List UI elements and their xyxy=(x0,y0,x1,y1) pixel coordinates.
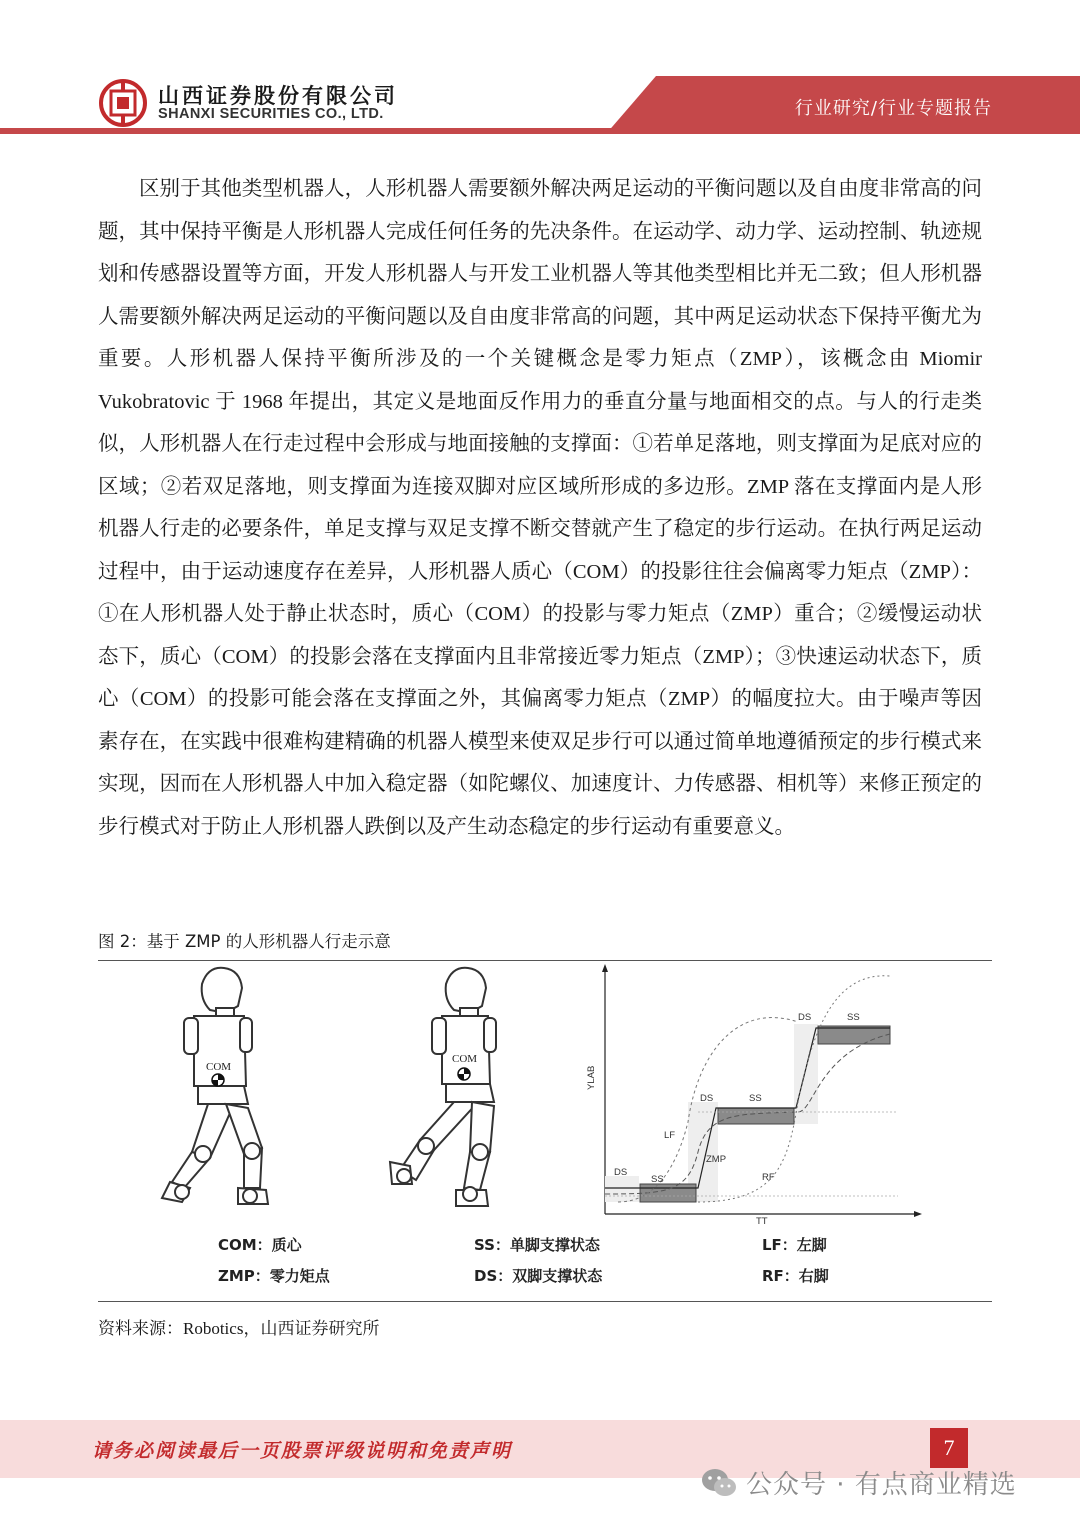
wechat-icon xyxy=(700,1467,738,1499)
page-number: 7 xyxy=(930,1428,968,1468)
ss-foot-2 xyxy=(718,1108,794,1124)
legend-lf: LF：左脚 xyxy=(762,1236,827,1254)
figure-bottom-rule xyxy=(98,1301,992,1302)
company-name-cn: 山西证券股份有限公司 xyxy=(158,84,398,108)
robot2-com-marker-icon xyxy=(458,1068,470,1080)
robot-figure-walking xyxy=(390,968,496,1206)
plot-x-axis-label: TT xyxy=(756,1216,768,1227)
figure-top-rule xyxy=(98,960,992,961)
ds-region-3 xyxy=(794,1024,818,1124)
legend-ss: SS：单脚支撑状态 xyxy=(474,1236,600,1254)
legend-zmp: ZMP：零力矩点 xyxy=(218,1267,330,1285)
legend-com: COM：质心 xyxy=(218,1236,302,1254)
figure-zmp-walking xyxy=(98,962,992,1300)
legend-ds: DS：双脚支撑状态 xyxy=(474,1267,603,1285)
ss-foot-3 xyxy=(818,1026,890,1044)
plot-y-axis-label: YLAB xyxy=(586,1065,597,1090)
company-logo-icon xyxy=(98,78,148,128)
header-red-band xyxy=(0,128,1080,134)
ds-region-1 xyxy=(605,1176,639,1202)
page-header xyxy=(0,0,1080,150)
curve-label-lf: LF xyxy=(664,1130,676,1141)
curve-label-zmp: ZMP xyxy=(706,1154,727,1165)
phase-label-ds-3: DS xyxy=(798,1012,812,1023)
phase-label-ds-2: DS xyxy=(700,1093,714,1104)
legend-rf: RF：右脚 xyxy=(762,1267,829,1285)
body-paragraph: 区别于其他类型机器人，人形机器人需要额外解决两足运动的平衡问题以及自由度非常高的问题，其中保持平衡是人形机器人完成任何任务的先决条件。在运动学、动力学、运动控制、轨迹规划和传感器设置等方面，开发人形机器人与开发工业机器人等其他类型相比并无二致；但人形机器人需要额外解决两足运动的平衡问题以及自由度非常高的问题，其中两足运动状态下保持平衡尤为重要。人形机器人保持平衡所涉及的一个关键概念是零力矩点（ZMP），该概念由 Miomir Vukobratovic 于 1968 年提出，其定义是地面反作用力的垂直分量与地面相交的点。与人的行走类似，人形机器人在行走过程中会形成与地面接触的支撑面：①若单足落地，则支撑面为足底对应的区域；②若双足落地，则支撑面为连接双脚对应区域所形成的多边形。ZMP 落在支撑面内是人形机器人行走的必要条件，单足支撑与双足支撑不断交替就产生了稳定的步行运动。在执行两足运动过程中，由于运动速度存在差异，人形机器人质心（COM）的投影往往会偏离零力矩点（ZMP）：①在人形机器人处于静止状态时，质心（COM）的投影与零力矩点（ZMP）重合；②缓慢运动状态下，质心（COM）的投影会落在支撑面内且非常接近零力矩点（ZMP）；③快速运动状态下，质心（COM）的投影可能会落在支撑面之外，其偏离零力矩点（ZMP）的幅度拉大。由于噪声等因素存在，在实践中很难构建精确的机器人模型来使双足步行可以通过简单地遵循预定的步行模式来实现，因而在人形机器人中加入稳定器（如陀螺仪、加速度计、力传感器、相机等）来修正预定的步行模式对于防止人形机器人跌倒以及产生动态稳定的步行运动有重要意义。 xyxy=(98,178,982,838)
zmp-plot xyxy=(586,964,922,1227)
phase-label-ss-1: SS xyxy=(651,1174,664,1185)
phase-label-ss-2: SS xyxy=(749,1093,762,1104)
figure-source: 资料来源：Robotics，山西证券研究所 xyxy=(98,1319,380,1338)
robot1-com-marker-icon xyxy=(212,1074,224,1086)
curve-label-rf: RF xyxy=(762,1172,775,1183)
robot2-com-label: COM xyxy=(452,1053,478,1065)
phase-label-ds-1: DS xyxy=(614,1167,628,1178)
disclaimer-link[interactable]: 请务必阅读最后一页股票评级说明和免责声明 xyxy=(92,1440,513,1462)
report-type: 行业研究/行业专题报告 xyxy=(794,98,992,119)
robot1-com-label: COM xyxy=(206,1061,232,1073)
figure-title: 图 2：基于 ZMP 的人形机器人行走示意 xyxy=(98,932,391,951)
watermark-text: 公众号 · 有点商业精选 xyxy=(746,1470,1017,1500)
phase-label-ss-3: SS xyxy=(847,1012,860,1023)
watermark xyxy=(700,1464,1017,1501)
company-name-en: SHANXI SECURITIES CO., LTD. xyxy=(158,106,384,122)
